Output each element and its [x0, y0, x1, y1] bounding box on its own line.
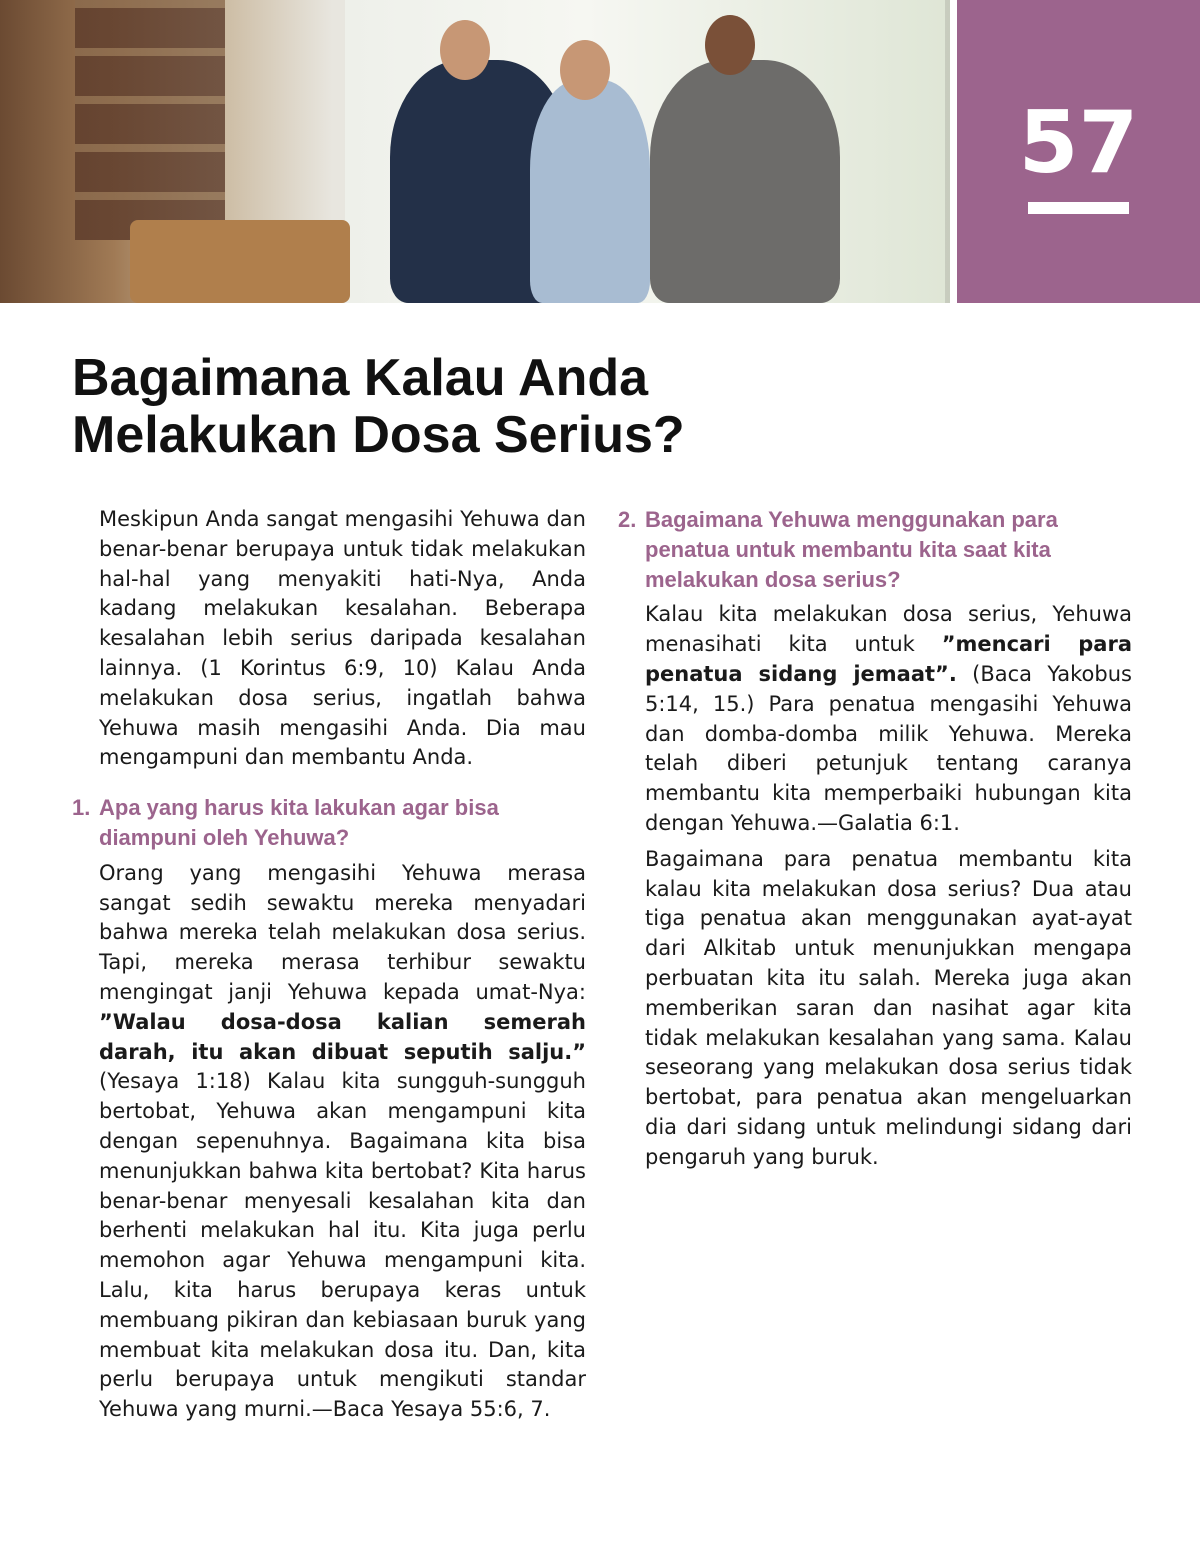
- text: (Yesaya 1:18) Kalau kita sungguh-sungguh bertobat, Yehuwa akan mengampuni kita dengan sepenuhnya. Bagaimana kita bisa menunjukkan bahwa kita bertobat? Kita harus benar-benar menyesali kesalahan kita dan berhenti melakukan hal itu. Kita juga perlu memohon agar Yehuwa mengampuni kita. Lalu, kita harus berupaya keras untuk membuang pikiran dan kebiasaan buruk yang membuat kita melakukan dosa itu. Dan, kita perlu berupaya untuk mengikuti standar Yehuwa yang murni.—Baca Yesaya 55:6, 7.: [99, 1069, 586, 1422]
- person-head: [440, 20, 490, 80]
- question-heading: [72, 793, 586, 853]
- question-text: Bagaimana Yehuwa menggunakan para penatua untuk membantu kita saat kita melakukan dosa serius?: [645, 507, 1058, 592]
- question-heading: [618, 505, 1132, 594]
- scripture-quote: ”Walau dosa-dosa kalian semerah darah, itu akan dibuat seputih salju.”: [99, 1009, 586, 1064]
- lesson-number-underline: [1028, 202, 1129, 214]
- question-number: 1.: [72, 795, 91, 821]
- chair: [130, 220, 350, 303]
- question-number: 2.: [618, 507, 637, 532]
- title-line: Melakukan Dosa Serius?: [72, 406, 685, 464]
- person-right: [650, 60, 840, 303]
- lesson-number: 57: [1018, 93, 1139, 193]
- body-paragraph: Bagaimana para penatua membantu kita kalau kita melakukan dosa serius? Dua atau tiga penatua akan menggunakan ayat-ayat dari Alkitab untuk menunjukkan mengapa perbuatan kita itu salah. Mereka juga akan memberikan saran dan nasihat agar kita tidak melakukan kesalahan yang sama. Kalau seseorang yang melakukan dosa serius tidak bertobat, para penatua akan mengeluarkan dia dari sidang untuk melindungi sidang dari pengaruh yang buruk.: [645, 846, 1132, 1169]
- intro-paragraph: Meskipun Anda sangat mengasihi Yehuwa dan benar-benar berupaya untuk tidak melakukan hal-hal yang menyakiti hati-Nya, Anda kadang melakukan kesalahan. Beberapa kesalahan lebih serius daripada kesalahan lainnya. (1 Korintus 6:9, 10) Kalau Anda melakukan dosa serius, ingatlah bahwa Yehuwa masih mengasihi Anda. Dia mau mengampuni dan membantu Anda.: [99, 507, 586, 770]
- person-head: [560, 40, 610, 100]
- right-column: [618, 505, 1132, 1179]
- text: Orang yang mengasihi Yehuwa merasa sangat sedih sewaktu mereka menyadari bahwa mereka telah melakukan dosa serius. Tapi, mereka merasa terhibur sewaktu mengingat janji Yehuwa kepada umat-Nya:: [99, 860, 586, 1004]
- text: (Baca Yakobus 5:14, 15.) Para penatua mengasihi Yehuwa dan domba-domba milik Yehuwa. Mereka telah diberi petunjuk tentang caranya membantu kita memperbaiki hubungan kita dengan Yehuwa.—Galatia 6:1.: [645, 661, 1132, 835]
- left-column: [72, 505, 586, 1431]
- question-text: Apa yang harus kita lakukan agar bisa diampuni oleh Yehuwa?: [99, 795, 499, 850]
- bookshelf: [75, 0, 225, 240]
- body-paragraph: [99, 859, 586, 1425]
- lesson-number-badge: [957, 0, 1200, 303]
- page-title: [72, 350, 772, 464]
- body-paragraph: [645, 600, 1132, 838]
- text: Kalau kita melakukan dosa serius, Yehuwa menasihati kita untuk: [645, 602, 1132, 657]
- person-head: [705, 15, 755, 75]
- header-photo: [0, 0, 950, 303]
- scripture-quote: ”mencari para penatua sidang jemaat”.: [645, 632, 1132, 686]
- person-center: [530, 80, 650, 303]
- title-line: Bagaimana Kalau Anda: [72, 349, 649, 407]
